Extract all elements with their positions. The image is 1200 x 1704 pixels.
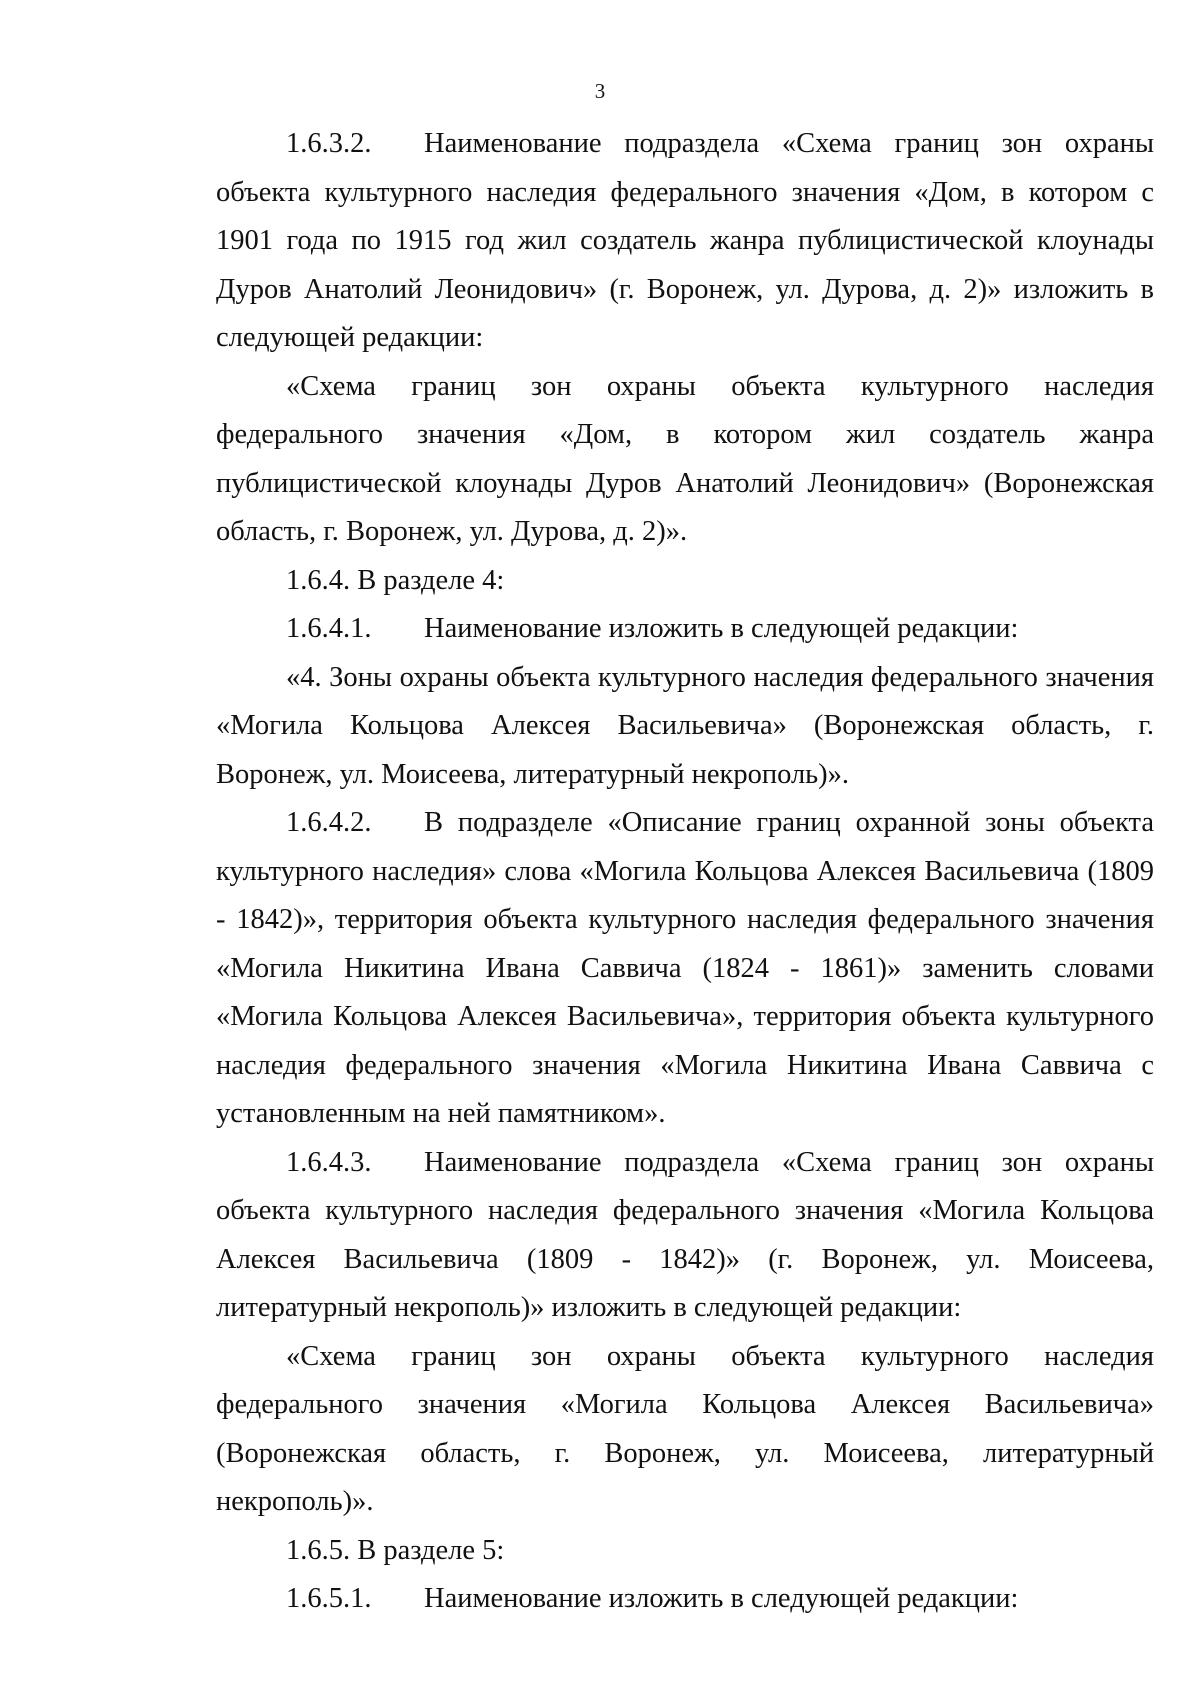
paragraph-text: Наименование изложить в следующей редакции: (424, 613, 1019, 644)
paragraph-number: 1.6.3.2. (286, 128, 372, 159)
paragraph-1-6-5-1 (216, 1575, 1154, 1624)
paragraph-1-6-5 (216, 1527, 1154, 1576)
paragraph-text: Наименование подраздела «Схема границ зон охраны объекта культурного наследия федерального значения «Могила Кольцова Алексея Васильевича (1809 - 1842)» (г. Воронеж, ул. Моисеева, литературный некрополь)» изложить в следующей редакции: (216, 1146, 1154, 1323)
paragraph-text: Наименование подраздела «Схема границ зон охраны объекта культурного наследия федерального значения «Дом, в котором с 1901 года по 1915 год жил создатель жанра публицистической клоунады Дуров Анатолий Леонидович» (г. Воронеж, ул. Дурова, д. 2)» изложить в следующей редакции: (216, 128, 1154, 353)
paragraph-section-4-title (216, 654, 1154, 800)
paragraph-text: «Схема границ зон охраны объекта культурного наследия федерального значения «Дом, в котором жил создатель жанра публицистической клоунады Дуров Анатолий Леонидович» (Воронежская область, г. Воронеж, ул. Дурова, д. 2)». (216, 370, 1154, 547)
paragraph-text: «Схема границ зон охраны объекта культурного наследия федерального значения «Могила Кольцова Алексея Васильевича» (Воронежская область, г. Воронеж, ул. Моисеева, литературный некрополь)». (216, 1340, 1154, 1517)
paragraph-text: 1.6.5. В разделе 5: (286, 1534, 505, 1566)
paragraph-number: 1.6.4.1. (286, 613, 372, 644)
paragraph-1-6-4 (216, 557, 1154, 606)
page-number: 3 (594, 79, 606, 103)
paragraph-1-6-4-3 (216, 1139, 1154, 1333)
paragraph-1-6-4-2 (216, 799, 1154, 1139)
paragraph-schema-title-durov (216, 363, 1154, 557)
paragraph-1-6-3-2 (216, 120, 1154, 363)
paragraph-text: Наименование изложить в следующей редакции: (424, 1583, 1019, 1614)
paragraph-text: В подразделе «Описание границ охранной зоны объекта культурного наследия» слова «Могила Кольцова Алексея Васильевича (1809 - 1842)», территория объекта культурного наследия федерального значения «Могила Никитина Ивана Саввича (1824 - 1861)» заменить словами «Могила Кольцова Алексея Васильевича», территория объекта культурного наследия федерального значения «Могила Никитина Ивана Саввича с установленным на ней памятником». (216, 807, 1154, 1129)
paragraph-number: 1.6.4.2. (286, 807, 372, 838)
paragraph-number: 1.6.5.1. (286, 1583, 372, 1614)
document-body (216, 120, 1154, 1624)
paragraph-1-6-4-1 (216, 605, 1154, 654)
paragraph-number: 1.6.4.3. (286, 1146, 372, 1178)
paragraph-schema-title-koltsov (216, 1333, 1154, 1527)
paragraph-text: «4. Зоны охраны объекта культурного наследия федерального значения «Могила Кольцова Алексея Васильевича» (Воронежская область, г. Воронеж, ул. Моисеева, литературный некрополь)». (216, 661, 1154, 790)
paragraph-text: 1.6.4. В разделе 4: (286, 564, 505, 596)
